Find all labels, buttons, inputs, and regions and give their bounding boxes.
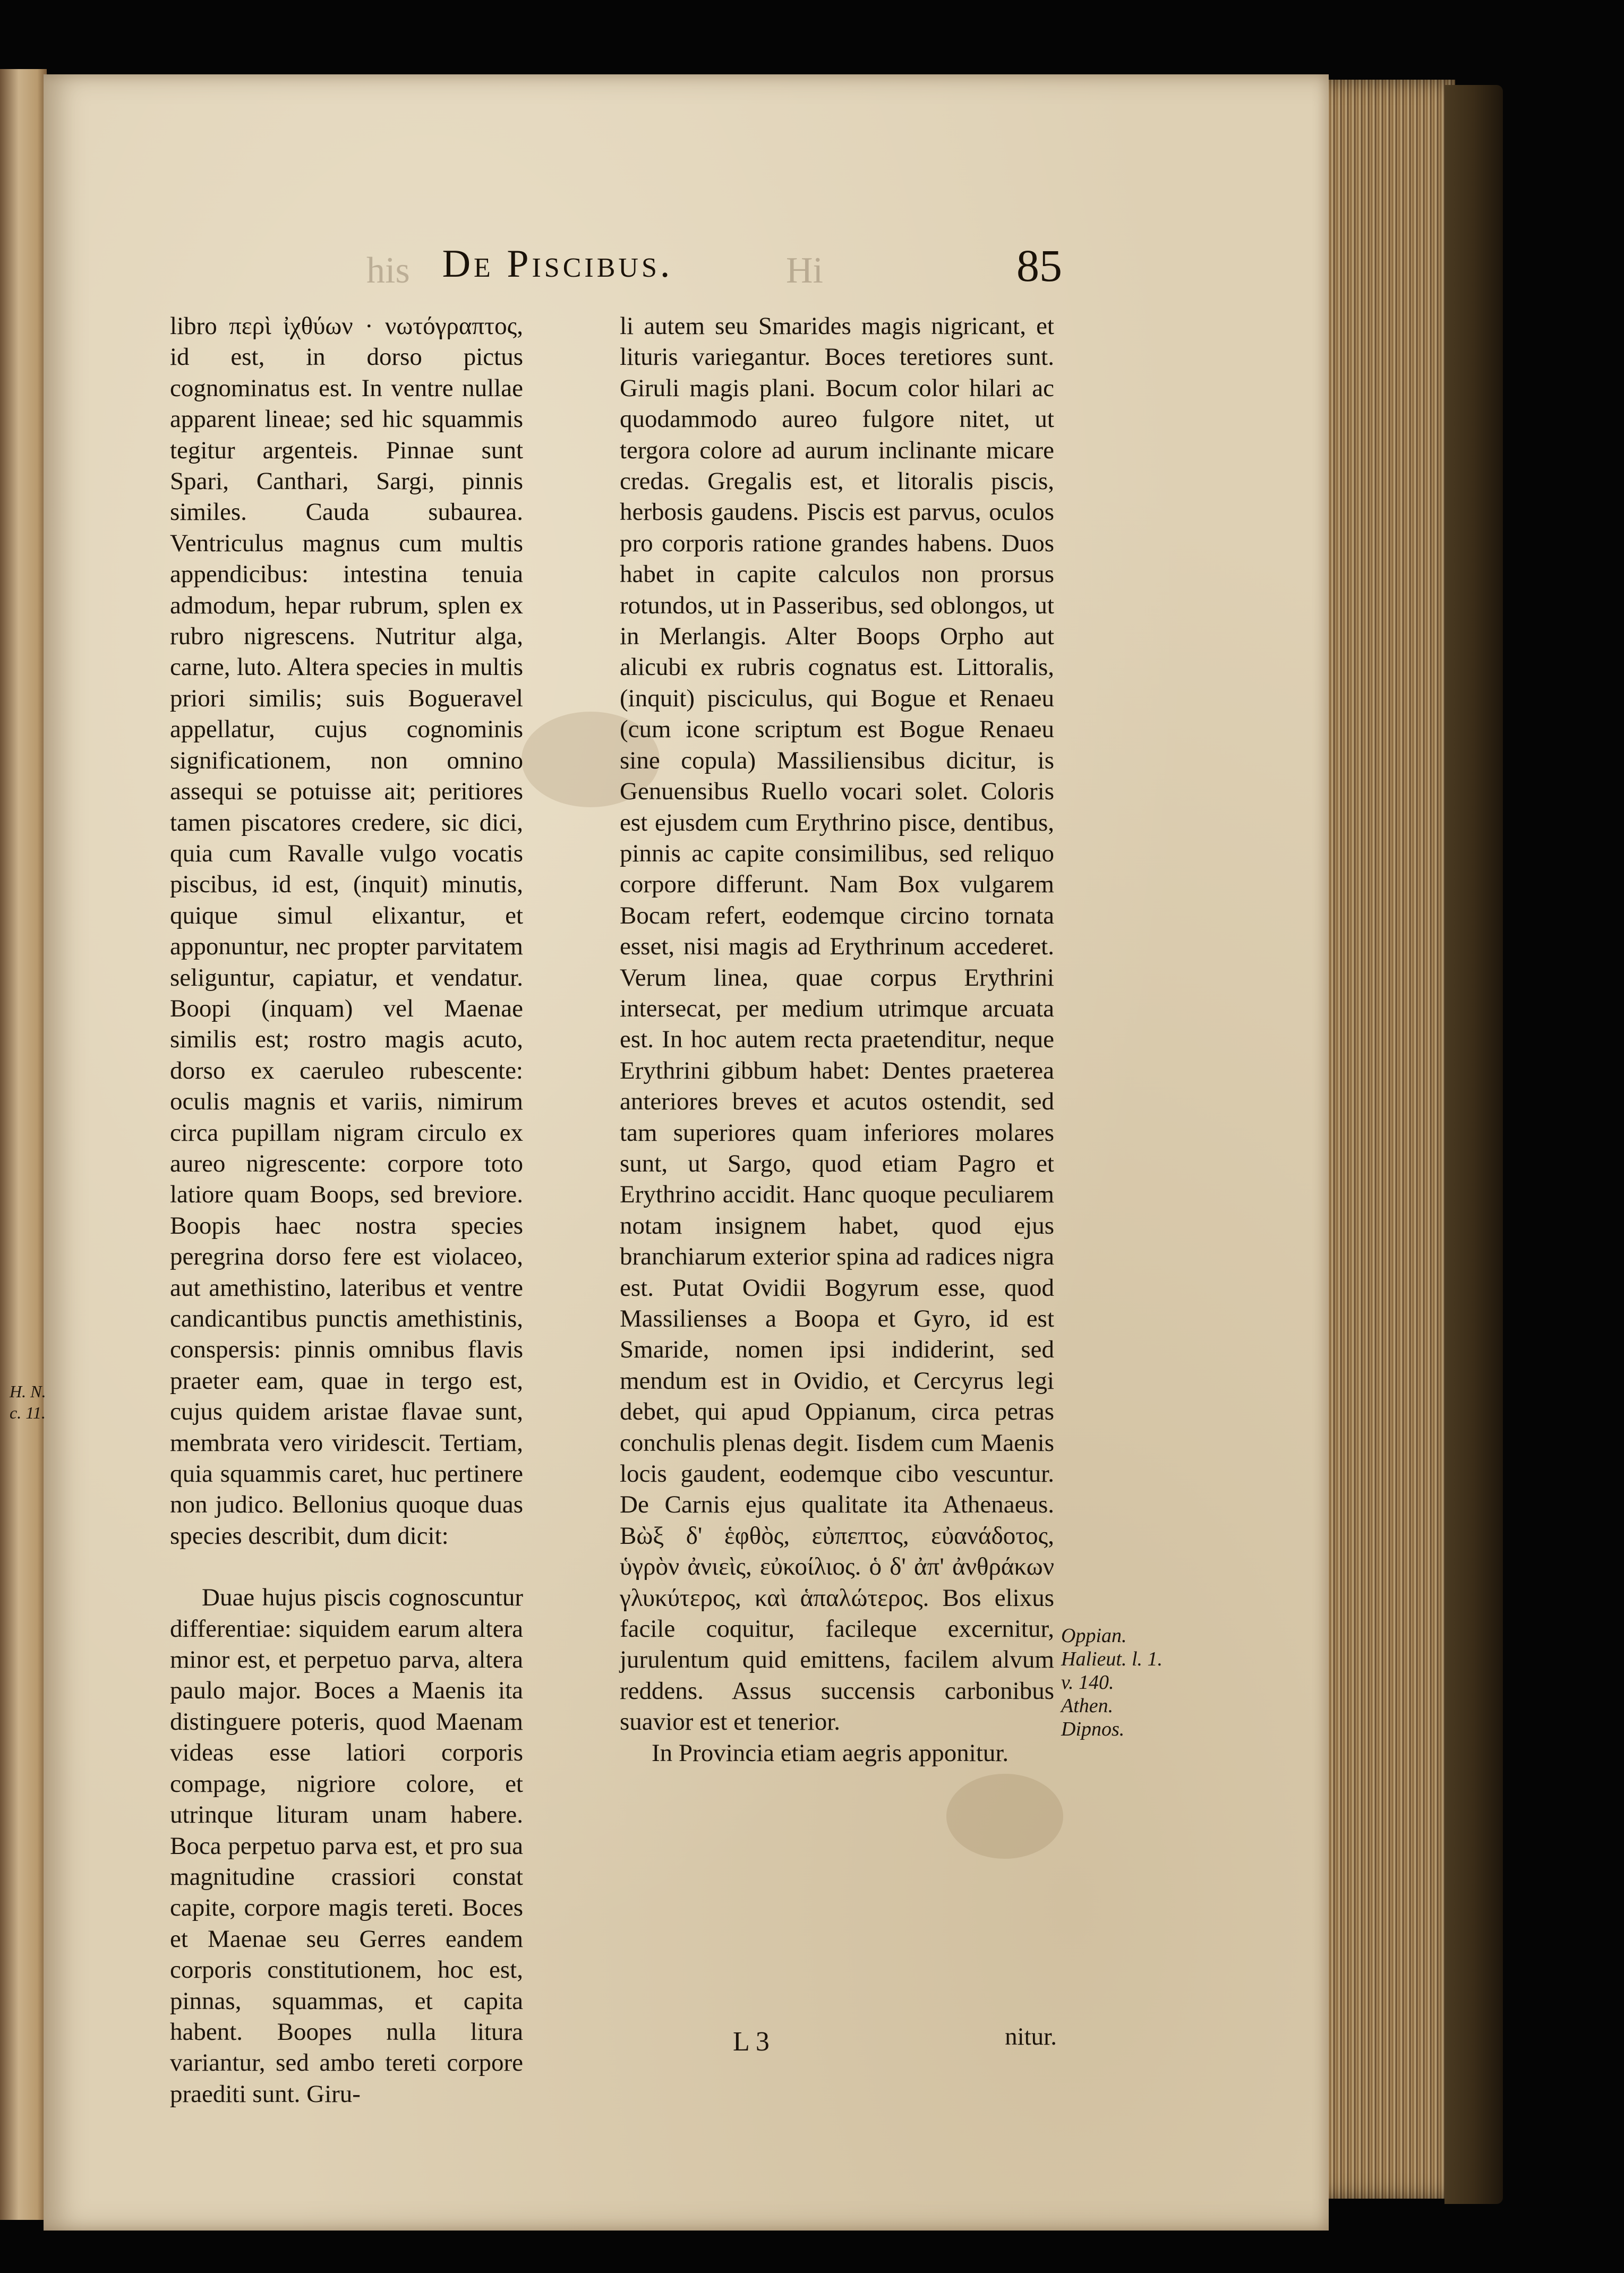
- previous-page-edge: [0, 69, 47, 2220]
- bleed-through-text: Hi: [786, 250, 823, 291]
- page-number: 85: [1016, 240, 1062, 291]
- catchword: nitur.: [1005, 2023, 1057, 2050]
- paragraph: In Provincia etiam aegris apponitur.: [652, 1739, 1009, 1767]
- paragraph: libro περὶ ἰχθύων · νωτόγραπτος, id est, in dorso pictus cognominatus est. In ventre nullae apparent lineae; sed hic squammis tegitur argenteis. Pinnae sunt Spari, Canthari, Sargi, pinnis similes. Cauda subaurea. Ventriculus magnus cum multis appendicibus: intestina tenuia admodum, hepar rubrum, splen ex rubro nigrescens. Nutritur alga, carne, luto. Altera species in multis priori similis; suis Bogueravel appellatur, cujus cognominis significationem, non omnino assequi se potuisse ait; peritiores tamen piscatores credere, sic dici, quia cum Ravalle vulgo vocatis piscibus, id est, (inquit) minutis, quique simul elixantur, et apponuntur, nec propter parvitatem seliguntur, capiatur, et vendatur. Boopi (inquam) vel Maenae similis est; rostro magis acuto, dorso ex caeruleo rubescente: oculis magnis et variis, nimirum circa pupillam nigram circulo ex aureo nigrescente: corpore toto latiore quam Boops, sed breviore. Boopis haec nostra species peregrina dorso fere est violaceo, aut amethistino, lateribus et ventre candicantibus punctis amethistinis, conspersis: pinnis omnibus flavis praeter eam, quae in tergo est, cujus quidem aristae flavae sunt, membrata vero viridescit. Tertiam, quia squammis caret, huc pertinere non judico. Bellonius quoque duas species describit, dum dicit:: [170, 312, 523, 1550]
- block-quote: Duae hujus piscis cognoscuntur differentiae: siquidem earum altera minor est, et perpetuo parva, altera paulo major. Boces a Maenis ita distinguere poteris, quod Maenam videas esse latiori corporis compage, nigriore colore, et utrinque lituram unam habere. Boca perpetuo parva est, et pro sua magnitudine crassiori constat capite, corpore magis tereti. Boces et Maenae seu Gerres eandem corporis constitutionem, hoc est, pinnas, squammas, et capita habent. Boopes nulla litura variantur, sed ambo tereti corpore praediti sunt. Giru-: [170, 1584, 523, 2108]
- bleed-through-text: his: [366, 250, 410, 291]
- margin-note-right: Oppian. Halieut. l. 1. v. 140. Athen. Dipnos.: [1061, 1625, 1163, 1740]
- margin-note-left: H. N. c. 11.: [10, 1382, 46, 1422]
- text-column-left: [170, 311, 523, 2109]
- text-column-right: [620, 311, 1054, 1768]
- signature-mark: L 3: [733, 2027, 770, 2057]
- paper-stain: [946, 1774, 1063, 1859]
- paragraph: li autem seu Smarides magis nigricant, et lituris variegantur. Boces teretiores sunt. Giruli magis plani. Bocum color hilari ac quodammodo aureo fulgore nitet, ut tergora colore ad aurum inclinante micare credas. Gregalis est, et litoralis piscis, herbosis gaudens. Piscis est parvus, oculos pro corporis ratione grandes habens. Duos habet in capite calculos non prorsus rotundos, ut in Passeribus, sed oblongos, ut in Merlangis. Alter Boops Orpho aut alicubi ex rubris cognatus est. Littoralis, (inquit) pisciculus, qui Bogue et Renaeu (cum icone scriptum est Bogue Renaeu sine copula) Massiliensibus dicitur, is Genuensibus Ruello vocari solet. Coloris est ejusdem cum Erythrino pisce, dentibus, pinnis ac capite consimilibus, sed reliquo corpore differunt. Nam Box vulgarem Bocam refert, eodemque circino tornata esset, nisi magis ad Erythrinum accederet. Verum linea, quae corpus Erythrini intersecat, per medium utrimque arcuata est. In hoc autem recta praetenditur, neque Erythrini gibbum habet: Dentes praeterea anteriores breves et acutos ostendit, sed tam superiores quam inferiores molares sunt, ut Sargo, quod etiam Pagro et Erythrino accidit. Hanc quoque peculiarem notam insignem habet, quod ejus branchiarum exterior spina ad radices nigra est. Putat Ovidii Bogyrum esse, quod Massilienses a Boopa et Gyro, id est Smaride, nomen ipsi indiderint, sed mendum est in Ovidio, et Cercyrus legi debet, qui apud Oppianum, circa petras conchulis plenas degit. Iisdem cum Maenis locis gaudent, eodemque cibo vescuntur. De Carnis ejus qualitate ita Athenaeus. Βὼξ δ' ἑφθὸς, εὐπεπτος, εὐανάδοτος, ὑγρὸν ἀνιεὶς, εὐκοίλιος. ὁ δ' ἀπ' ἀνθράκων γλυκύτερος, καὶ ἁπαλώτερος. Bos elixus facile coquitur, facileque excernitur, jurulentum quid emittens, facilem alvum reddens. Assus succensis carbonibus suavior est et tenerior.: [620, 312, 1054, 1736]
- book-cover-edge: [1444, 85, 1503, 2204]
- running-header: De Piscibus.: [442, 242, 673, 286]
